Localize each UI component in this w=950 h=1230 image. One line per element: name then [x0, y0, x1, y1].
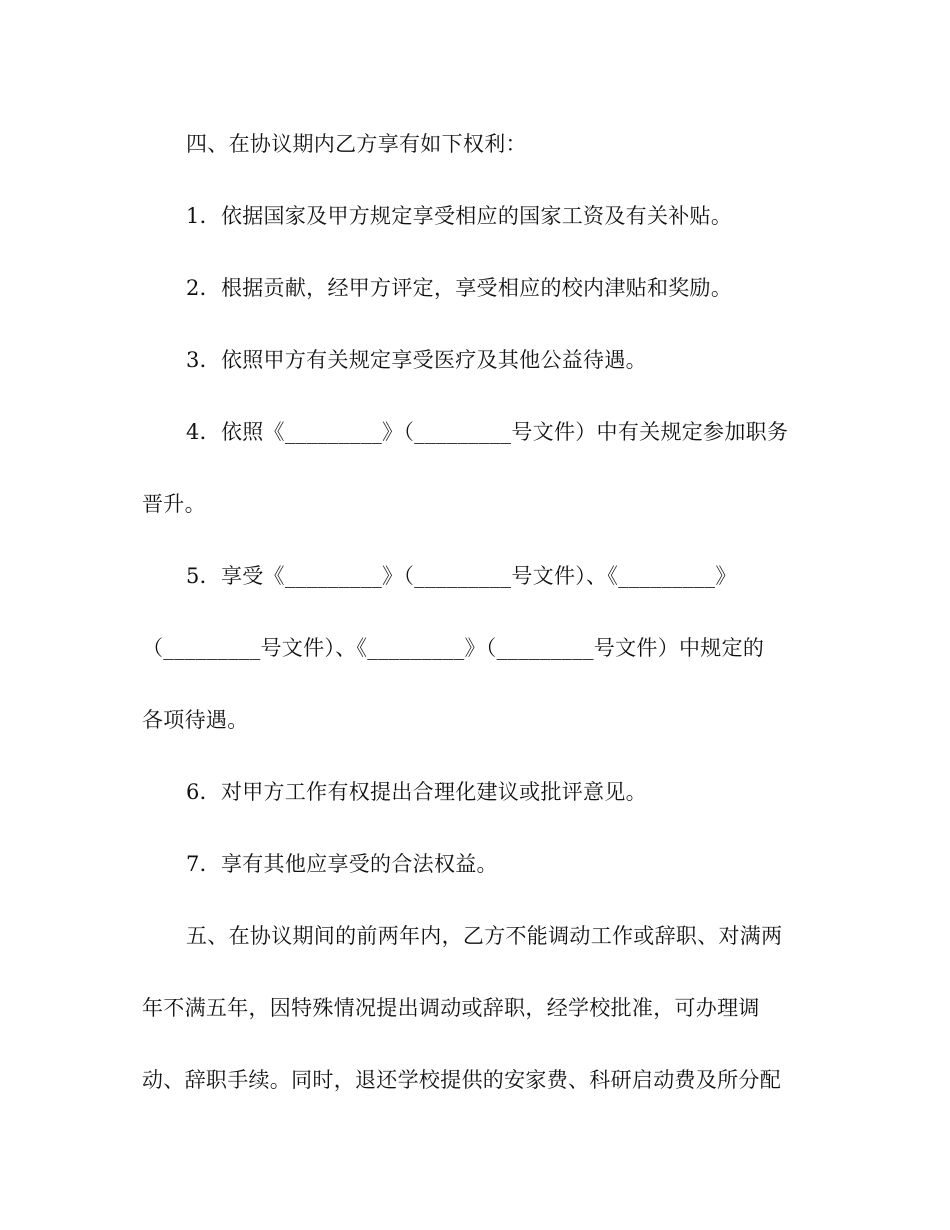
- clause-4-6: 6．对甲方工作有权提出合理化建议或批评意见。: [186, 780, 647, 804]
- clause-4-3: 3．依照甲方有关规定享受医疗及其他公益待遇。: [186, 348, 647, 372]
- clause-4-1: 1．依据国家及甲方规定享受相应的国家工资及有关补贴。: [186, 204, 733, 228]
- document-body: [142, 126, 810, 1134]
- clause-4-5-line-3: 各项待遇。: [142, 708, 249, 732]
- section-five-line-2: 年不满五年，因特殊情况提出调动或辞职，经学校批准，可办理调: [142, 996, 760, 1020]
- clause-4-5-line-2: （_________号文件）、《_________》（_________号文件）中规定的: [142, 636, 765, 660]
- section-five-line-1: 五、在协议期间的前两年内，乙方不能调动工作或辞职、对满两: [186, 924, 783, 948]
- clause-4-4-line-2: 晋升。: [142, 492, 206, 516]
- clause-4-4-line-1: 4．依照《_________》（_________号文件）中有关规定参加职务: [186, 420, 789, 444]
- section-five-line-3: 动、辞职手续。同时，退还学校提供的安家费、科研启动费及所分配: [142, 1068, 781, 1092]
- clause-4-7: 7．享有其他应享受的合法权益。: [186, 852, 498, 876]
- section-four-heading: 四、在协议期内乙方享有如下权利：: [186, 132, 527, 156]
- clause-4-5-line-1: 5．享受《_________》（_________号文件）、《_________》: [186, 564, 737, 588]
- clause-4-2: 2．根据贡献，经甲方评定，享受相应的校内津贴和奖励。: [186, 276, 733, 300]
